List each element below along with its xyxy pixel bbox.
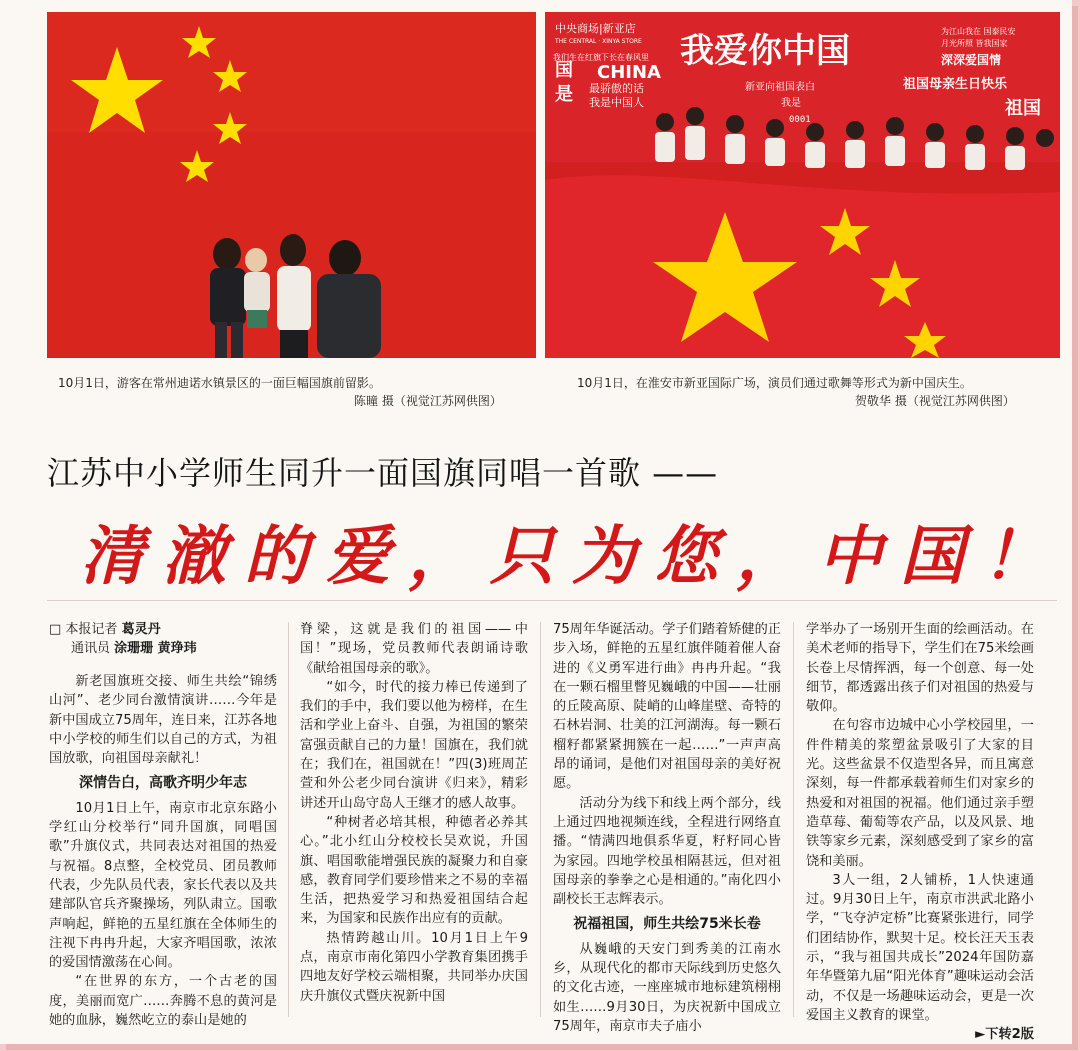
sign-deep: 深深爱国情 [941,53,1002,67]
subheading: 祝福祖国，师生共绘75米长卷 [573,916,761,933]
photo-left-credit: 陈曈 摄（视觉江苏网供图） [354,394,502,408]
headline-divider [47,600,1057,601]
article-column-4 [806,620,1034,1043]
sign-xinya: 新亚向祖国表白 [745,82,815,93]
byline [49,620,277,658]
sign-brand-en: THE CENTRAL · XINYA STORE [555,38,642,45]
article-column-3 [553,620,781,1034]
sign-bday: 祖国母亲生日快乐 [903,77,1008,92]
paragraph: 脊梁，这就是我们的祖国——中国！”现场，党员教师代表朗诵诗歌《献给祖国母亲的歌》。 [300,622,528,676]
paragraph: 学举办了一场别开生面的绘画活动。在美术老师的指导下，学生们在75米绘画长卷上尽情挥洒，每一个创意、每一处细节，都透露出孩子们对祖国的热爱与敬仰。 [806,622,1034,715]
photo-right-credit: 贺敬华 摄（视觉江苏网供图） [855,394,1015,408]
article-kicker: 江苏中小学师生同升一面国旗同唱一首歌 —— [47,454,719,492]
article-column-1 [49,620,277,1029]
paragraph: 新老国旗班交接、师生共绘“锦绣山河”、老少同台激情演讲……今年是新中国成立75周年，连日来，江苏各地中小学校的师生们以自己的方式，为祖国放歌，向祖国母亲献礼！ [49,674,277,767]
byline-correspondents: 涂珊珊 黄琤玮 [114,641,197,656]
paragraph: 3人一组，2人铺桥，1人快速通过。9月30日上午，南京市洪武北路小学，“飞夺泸定桥”比赛紧张进行，同学们团结协作，默契十足。校长汪天玉表示，“我与祖国共成长”2024年国防嘉年华暨第九届“阳光体育”趣味运动会活动，不仅是一场趣味运动会，更是一次爱国主义教育的课堂。 [806,872,1034,1023]
byline-correspondents-label: 通讯员 [71,641,111,656]
sign-line1: 我们生在红旗下长在春风里 [553,53,649,62]
sign-say: 我是 [781,98,801,109]
paragraph: “如今，时代的接力棒已传递到了我们的手中，我们要以他为榜样，在生活和学业上奋斗、自强，为祖国的繁荣富强贡献自己的力量！国旗在，我们就在；我们在，祖国就在！”四(3)班周芷萱和外公老少同台演讲《归来》，精彩讲述开山岛守岛人王继才的感人故事。 [300,679,528,811]
photo-xinya-plaza-illustration [545,12,1060,358]
column-separator [288,622,289,1017]
sign-main: 我爱你中国 [680,31,850,71]
photo-left-caption: 10月1日，游客在常州迪诺水镇景区的一面巨幅国旗前留影。 [58,376,381,390]
paragraph: 从巍峨的天安门到秀美的江南水乡，从现代化的都市天际线到历史悠久的文化古迹，一座座城市地标建筑栩栩如生……9月30日，为庆祝新中国成立75周年，南京市夫子庙小 [553,941,781,1034]
subheading: 深情告白，高歌齐明少年志 [79,775,247,792]
sign-left-a: 国 [555,60,573,81]
article-column-2 [300,620,528,1020]
paragraph: 活动分为线下和线上两个部分，线上通过四地视频连线，全程进行网络直播。“情满四地俱系华夏，籽籽同心皆为家园。四地学校虽相隔甚远，但对祖国母亲的拳拳之心是相通的。”南化四小副校长王志辉表示。 [553,795,781,908]
paragraph: 75周年华诞活动。学子们踏着矫健的正步入场，鲜艳的五星红旗伴随着催人奋进的《义勇军进行曲》冉冉升起。“我在一颗石榴里瞥见巍峨的中国——壮丽的丘陵高原、陡峭的山峰崖壁、奇特的石林岩洞、壮美的江河湖海。每一颗石榴籽都紧紧拥簇在一起……”一声声高昂的诵词，是他们对祖国母亲的美好祝愿。 [553,622,781,792]
sign-left-b: 是 [555,84,573,105]
sign-zuguo: 祖国 [1005,98,1041,119]
sign-proud1: 最骄傲的话 [589,82,644,95]
photo-flag-tourists [47,12,536,358]
paragraph: 热情跨越山川。10月1日上午9点，南京市南化第四小学教育集团携手四地友好学校云端相聚，共同举办庆国庆升旗仪式暨庆祝新中国 [300,930,528,1004]
paragraph: 在句容市边城中心小学校园里，一件件精美的浆塑盆景吸引了大家的目光。这些盆景不仅造型各异，而且寓意深刻，每一件都承载着师生们对家乡的热爱和对祖国的祝福。他们通过亲手塑造草莓、葡萄等农产品，以及风景、地铁等家乡元素，深刻感受到了家乡的富饶和美丽。 [806,718,1034,869]
photo-right-caption: 10月1日，在淮安市新亚国际广场，演员们通过歌舞等形式为新中国庆生。 [577,376,972,390]
sign-num: 0001 [789,115,811,125]
sign-right-a: 为江山我在 国泰民安 [941,27,1016,36]
article-headline: 清澈的爱，只为您，中国！ [80,519,1064,594]
sign-proud2: 我是中国人 [589,96,644,109]
sign-brand: 中央商场|新亚店 [555,22,636,35]
paragraph: “在世界的东方，一个古老的国度，美丽而宽广……奔腾不息的黄河是她的血脉，巍然屹立的泰山是她的 [49,974,277,1029]
sign-right-b: 月光所照 皆我国家 [941,39,1008,48]
photo-flag-tourists-illustration [47,12,536,358]
paragraph: “种树者必培其根，种德者必养其心。”北小红山分校校长吴欢说，升国旗、唱国歌能增强民族的凝聚力和自豪感，教育同学们要珍惜来之不易的幸福生活，把热爱学习和热爱祖国结合起来，为国家和民族作出应有的贡献。 [300,814,528,927]
byline-reporter: 葛灵丹 [121,622,161,637]
continued-link[interactable]: ►下转2版 [975,1027,1034,1043]
column-separator [793,622,794,1017]
byline-reporter-label: □ 本报记者 [49,622,118,637]
column-separator [540,622,541,1017]
sign-china: CHINA [597,62,661,83]
photo-xinya-plaza [545,12,1060,358]
paragraph: 10月1日上午，南京市北京东路小学红山分校举行“同升国旗，同唱国歌”升旗仪式，共同表达对祖国的热爱与祝福。8点整，全校党员、团员教师代表，少先队员代表，家长代表以及共建部队官兵齐聚操场，列队肃立。国歌声响起，鲜艳的五星红旗在全体师生的注视下冉冉升起，大家齐唱国歌，浓浓的爱国情激荡在心间。 [49,800,277,971]
